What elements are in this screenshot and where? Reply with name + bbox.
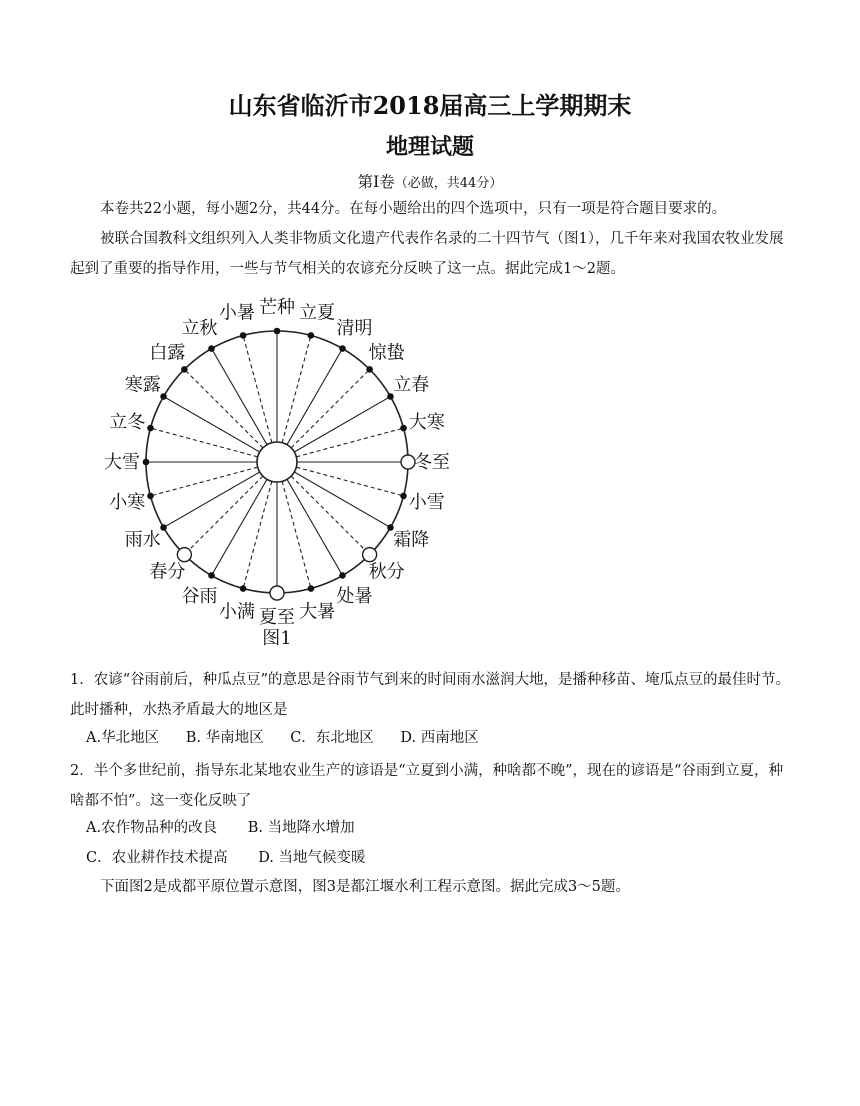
- term-label-11: 寒露: [124, 374, 161, 396]
- term-label-4: 惊蛰: [368, 342, 405, 364]
- term-node-6: [308, 332, 315, 339]
- term-label-20: 大暑: [299, 601, 336, 623]
- term-label-24: 小雪: [408, 492, 445, 514]
- section-note: （必做，共44分）: [394, 176, 503, 191]
- term-label-15: 雨水: [124, 529, 161, 551]
- term-node-12: [147, 425, 154, 432]
- term-label-10: 白露: [149, 342, 186, 364]
- section-label: 第Ⅰ卷: [357, 173, 395, 191]
- spoke-9: [212, 349, 268, 445]
- term-node-17: [208, 572, 215, 579]
- exam-title: 山东省临沂市2018届高三上学期期末: [228, 91, 632, 120]
- solar-terms-diagram: [95, 290, 475, 650]
- term-node-19: [270, 586, 284, 600]
- term-node-18: [240, 585, 247, 592]
- term-node-10: [181, 366, 188, 373]
- term-label-9: 立秋: [181, 317, 218, 339]
- term-node-21: [339, 572, 346, 579]
- question-1-options: [86, 726, 501, 747]
- spoke-3: [294, 397, 390, 453]
- question-1-stem: 1．农谚“谷雨前后，种瓜点豆”的意思是谷雨节气到来的时间雨水滋润大地，是播种移苗、埯瓜点豆的最佳时节。此时播种，水热矛盾最大的地区是: [70, 672, 791, 718]
- term-label-13: 大雪: [104, 452, 140, 473]
- term-label-16: 春分: [149, 561, 186, 583]
- term-label-22: 秋分: [368, 561, 405, 583]
- term-label-7: 芒种: [259, 297, 295, 318]
- term-node-1: [401, 455, 415, 469]
- figure-caption: 图1: [262, 628, 292, 649]
- spoke-15: [164, 472, 260, 528]
- term-node-7: [274, 328, 281, 335]
- term-node-20: [308, 585, 315, 592]
- term-label-2: 大寒: [408, 411, 445, 433]
- q1-option-d: D. 西南地区: [400, 730, 479, 746]
- passage-chengdu: 下面图2是成都平原位置示意图，图3是都江堰水利工程示意图。据此完成3～5题。: [100, 879, 630, 895]
- term-label-17: 谷雨: [181, 586, 218, 608]
- q1-option-b: B. 华南地区: [185, 730, 264, 746]
- question-2-options-row2: [86, 846, 388, 867]
- center-circle: [257, 442, 297, 482]
- spoke-21: [287, 479, 343, 575]
- spoke-24: [296, 467, 403, 496]
- q2-option-b: B. 当地降水增加: [247, 820, 355, 836]
- spoke-2: [296, 428, 403, 457]
- spoke-14: [150, 467, 257, 496]
- term-label-21: 处暑: [336, 586, 373, 608]
- term-label-3: 立春: [393, 374, 430, 396]
- spoke-17: [212, 479, 268, 575]
- spoke-10: [184, 369, 262, 447]
- q2-option-c: C．农业耕作技术提高: [86, 850, 228, 866]
- term-node-11: [160, 393, 167, 400]
- question-2-stem: 2．半个多世纪前，指导东北某地农业生产的谚语是“立夏到小满，种啥都不晚”，现在的谚语是“谷雨到立夏，种啥都不怕”。这一变化反映了: [70, 763, 783, 809]
- question-2-options-row1: [86, 816, 377, 837]
- q2-option-a: A.农作物品种的改良: [86, 820, 218, 836]
- term-label-12: 立冬: [109, 411, 146, 433]
- instructions: 本卷共22小题，每小题2分，共44分。在每小题给出的四个选项中，只有一项是符合题目要求的。: [100, 201, 727, 217]
- spoke-16: [184, 476, 262, 554]
- spoke-22: [291, 476, 369, 554]
- spoke-6: [282, 335, 311, 442]
- q1-option-a: A.华北地区: [86, 730, 160, 746]
- term-label-14: 小寒: [109, 492, 146, 514]
- term-node-14: [147, 493, 154, 500]
- spoke-4: [291, 369, 369, 447]
- exam-subject: 地理试题: [385, 134, 474, 160]
- term-label-6: 立夏: [299, 302, 336, 324]
- spoke-23: [294, 472, 390, 528]
- term-label-23: 霜降: [393, 529, 430, 551]
- section-heading: [0, 170, 860, 192]
- term-node-5: [339, 345, 346, 352]
- term-label-1: 冬至: [414, 452, 450, 473]
- term-node-16: [177, 548, 191, 562]
- term-node-13: [143, 459, 150, 466]
- term-label-8: 小暑: [218, 302, 255, 324]
- passage-solar-terms: 被联合国教科文组织列入人类非物质文化遗产代表作名录的二十四节气（图1），几千年来对我国农牧业发展起到了重要的指导作用，一些与节气相关的农谚充分反映了这一点。据此完成1～2题。: [70, 231, 784, 277]
- term-node-4: [366, 366, 373, 373]
- term-node-24: [400, 493, 407, 500]
- term-label-19: 夏至: [259, 607, 295, 628]
- term-node-15: [160, 524, 167, 531]
- term-label-18: 小满: [218, 601, 255, 623]
- spoke-8: [243, 335, 272, 442]
- spoke-5: [287, 349, 343, 445]
- spoke-11: [164, 397, 260, 453]
- term-node-8: [240, 332, 247, 339]
- term-node-9: [208, 345, 215, 352]
- spoke-18: [243, 481, 272, 588]
- spoke-20: [282, 481, 311, 588]
- q1-option-c: C．东北地区: [290, 730, 374, 746]
- term-node-2: [400, 425, 407, 432]
- term-node-22: [363, 548, 377, 562]
- spoke-12: [150, 428, 257, 457]
- q2-option-d: D. 当地气候变暖: [258, 850, 366, 866]
- term-label-5: 清明: [336, 317, 373, 339]
